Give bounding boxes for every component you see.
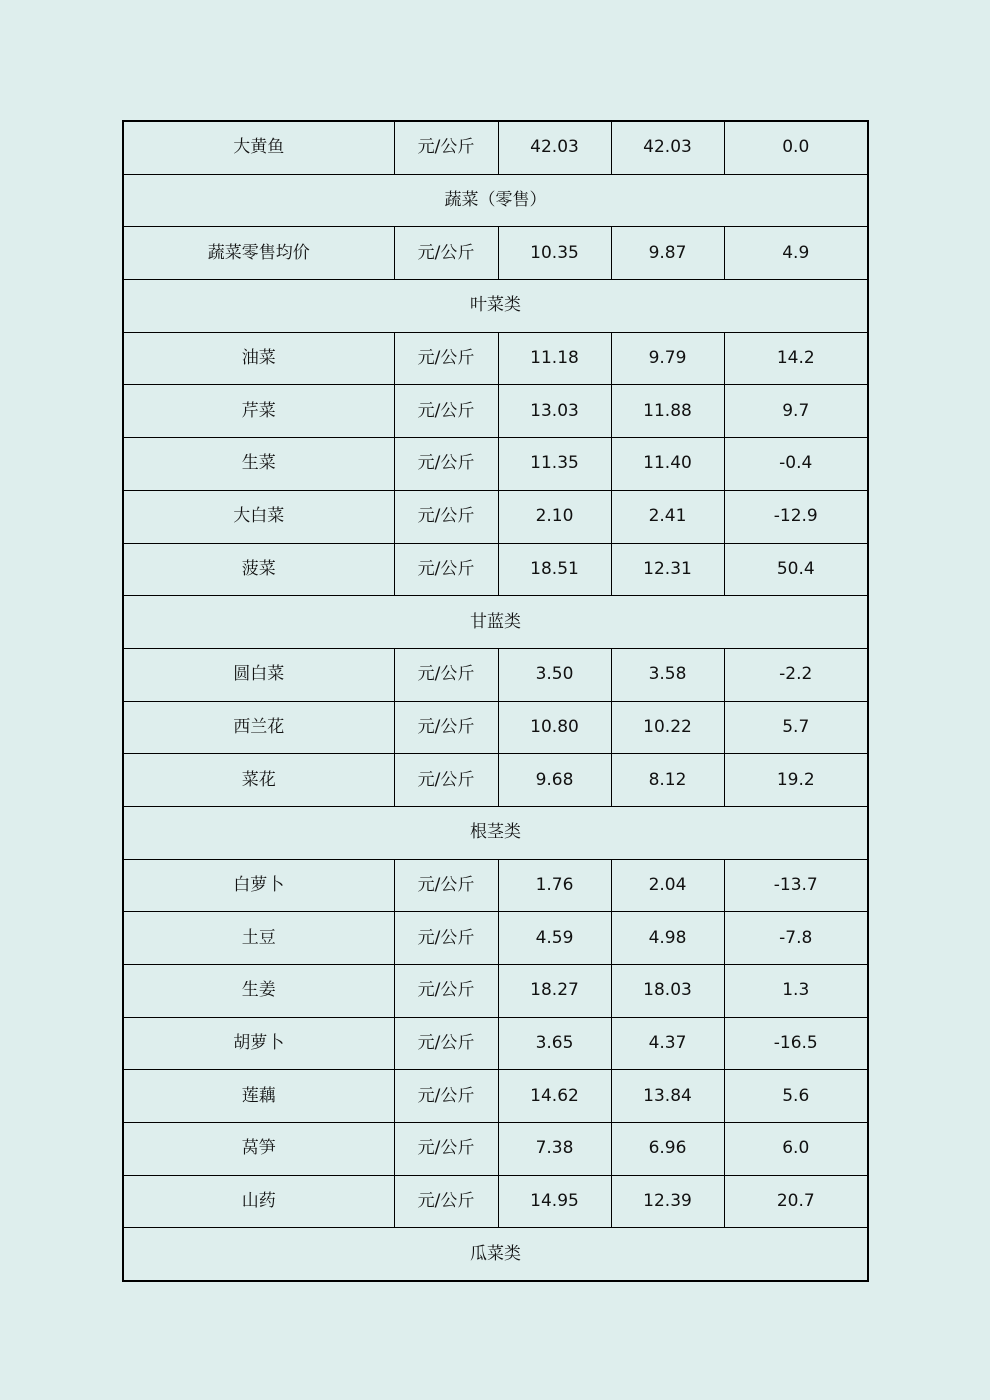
price-current-cell: 13.03 — [498, 385, 611, 438]
price-previous-cell: 2.04 — [611, 859, 724, 912]
table-row — [123, 1175, 868, 1228]
price-previous-cell: 6.96 — [611, 1123, 724, 1176]
unit-cell: 元/公斤 — [394, 1017, 498, 1070]
price-current-cell: 18.51 — [498, 543, 611, 596]
section-label: 蔬菜（零售） — [123, 174, 868, 227]
unit-cell: 元/公斤 — [394, 332, 498, 385]
price-current-cell: 2.10 — [498, 490, 611, 543]
price-previous-cell: 4.37 — [611, 1017, 724, 1070]
price-previous-cell: 42.03 — [611, 121, 724, 174]
item-name-cell: 油菜 — [123, 332, 394, 385]
change-percent-cell: -7.8 — [724, 912, 868, 965]
price-previous-cell: 12.39 — [611, 1175, 724, 1228]
price-current-cell: 14.62 — [498, 1070, 611, 1123]
price-current-cell: 3.65 — [498, 1017, 611, 1070]
item-name-cell: 大黄鱼 — [123, 121, 394, 174]
table-row — [123, 332, 868, 385]
unit-cell: 元/公斤 — [394, 1070, 498, 1123]
table-row — [123, 754, 868, 807]
price-previous-cell: 9.79 — [611, 332, 724, 385]
item-name-cell: 胡萝卜 — [123, 1017, 394, 1070]
item-name-cell: 白萝卜 — [123, 859, 394, 912]
price-previous-cell: 10.22 — [611, 701, 724, 754]
item-name-cell: 土豆 — [123, 912, 394, 965]
unit-cell: 元/公斤 — [394, 965, 498, 1018]
unit-cell: 元/公斤 — [394, 701, 498, 754]
table-row — [123, 701, 868, 754]
price-previous-cell: 11.40 — [611, 438, 724, 491]
price-previous-cell: 12.31 — [611, 543, 724, 596]
unit-cell: 元/公斤 — [394, 1123, 498, 1176]
price-current-cell: 42.03 — [498, 121, 611, 174]
price-current-cell: 1.76 — [498, 859, 611, 912]
item-name-cell: 生菜 — [123, 438, 394, 491]
unit-cell: 元/公斤 — [394, 121, 498, 174]
table-row — [123, 227, 868, 280]
section-label: 瓜菜类 — [123, 1228, 868, 1281]
price-previous-cell: 8.12 — [611, 754, 724, 807]
price-current-cell: 11.18 — [498, 332, 611, 385]
unit-cell: 元/公斤 — [394, 912, 498, 965]
unit-cell: 元/公斤 — [394, 859, 498, 912]
section-header-row — [123, 1228, 868, 1281]
item-name-cell: 大白菜 — [123, 490, 394, 543]
table-row — [123, 965, 868, 1018]
price-current-cell: 7.38 — [498, 1123, 611, 1176]
price-table — [122, 120, 869, 1282]
change-percent-cell: -12.9 — [724, 490, 868, 543]
price-current-cell: 14.95 — [498, 1175, 611, 1228]
item-name-cell: 芹菜 — [123, 385, 394, 438]
unit-cell: 元/公斤 — [394, 227, 498, 280]
change-percent-cell: 1.3 — [724, 965, 868, 1018]
unit-cell: 元/公斤 — [394, 438, 498, 491]
price-current-cell: 9.68 — [498, 754, 611, 807]
table-row — [123, 1017, 868, 1070]
unit-cell: 元/公斤 — [394, 1175, 498, 1228]
table-row — [123, 121, 868, 174]
section-header-row — [123, 596, 868, 649]
change-percent-cell: 19.2 — [724, 754, 868, 807]
table-row — [123, 438, 868, 491]
unit-cell: 元/公斤 — [394, 648, 498, 701]
price-previous-cell: 13.84 — [611, 1070, 724, 1123]
change-percent-cell: 6.0 — [724, 1123, 868, 1176]
price-current-cell: 10.35 — [498, 227, 611, 280]
unit-cell: 元/公斤 — [394, 754, 498, 807]
price-table-body — [123, 121, 868, 1281]
section-header-row — [123, 806, 868, 859]
price-current-cell: 3.50 — [498, 648, 611, 701]
table-row — [123, 543, 868, 596]
table-row — [123, 385, 868, 438]
item-name-cell: 圆白菜 — [123, 648, 394, 701]
change-percent-cell: 50.4 — [724, 543, 868, 596]
change-percent-cell: 9.7 — [724, 385, 868, 438]
table-row — [123, 859, 868, 912]
price-previous-cell: 9.87 — [611, 227, 724, 280]
table-row — [123, 1070, 868, 1123]
section-header-row — [123, 280, 868, 333]
price-previous-cell: 18.03 — [611, 965, 724, 1018]
change-percent-cell: -16.5 — [724, 1017, 868, 1070]
change-percent-cell: 5.7 — [724, 701, 868, 754]
change-percent-cell: -0.4 — [724, 438, 868, 491]
price-previous-cell: 3.58 — [611, 648, 724, 701]
change-percent-cell: 0.0 — [724, 121, 868, 174]
price-current-cell: 18.27 — [498, 965, 611, 1018]
table-row — [123, 648, 868, 701]
item-name-cell: 莴笋 — [123, 1123, 394, 1176]
table-row — [123, 490, 868, 543]
change-percent-cell: 20.7 — [724, 1175, 868, 1228]
section-label: 根茎类 — [123, 806, 868, 859]
item-name-cell: 生姜 — [123, 965, 394, 1018]
change-percent-cell: 4.9 — [724, 227, 868, 280]
unit-cell: 元/公斤 — [394, 543, 498, 596]
price-previous-cell: 4.98 — [611, 912, 724, 965]
table-row — [123, 1123, 868, 1176]
section-label: 叶菜类 — [123, 280, 868, 333]
section-label: 甘蓝类 — [123, 596, 868, 649]
unit-cell: 元/公斤 — [394, 490, 498, 543]
section-header-row — [123, 174, 868, 227]
change-percent-cell: -13.7 — [724, 859, 868, 912]
table-row — [123, 912, 868, 965]
price-previous-cell: 11.88 — [611, 385, 724, 438]
price-current-cell: 4.59 — [498, 912, 611, 965]
price-current-cell: 11.35 — [498, 438, 611, 491]
item-name-cell: 菠菜 — [123, 543, 394, 596]
price-previous-cell: 2.41 — [611, 490, 724, 543]
change-percent-cell: -2.2 — [724, 648, 868, 701]
item-name-cell: 山药 — [123, 1175, 394, 1228]
item-name-cell: 西兰花 — [123, 701, 394, 754]
change-percent-cell: 14.2 — [724, 332, 868, 385]
item-name-cell: 菜花 — [123, 754, 394, 807]
price-current-cell: 10.80 — [498, 701, 611, 754]
item-name-cell: 蔬菜零售均价 — [123, 227, 394, 280]
item-name-cell: 莲藕 — [123, 1070, 394, 1123]
unit-cell: 元/公斤 — [394, 385, 498, 438]
change-percent-cell: 5.6 — [724, 1070, 868, 1123]
